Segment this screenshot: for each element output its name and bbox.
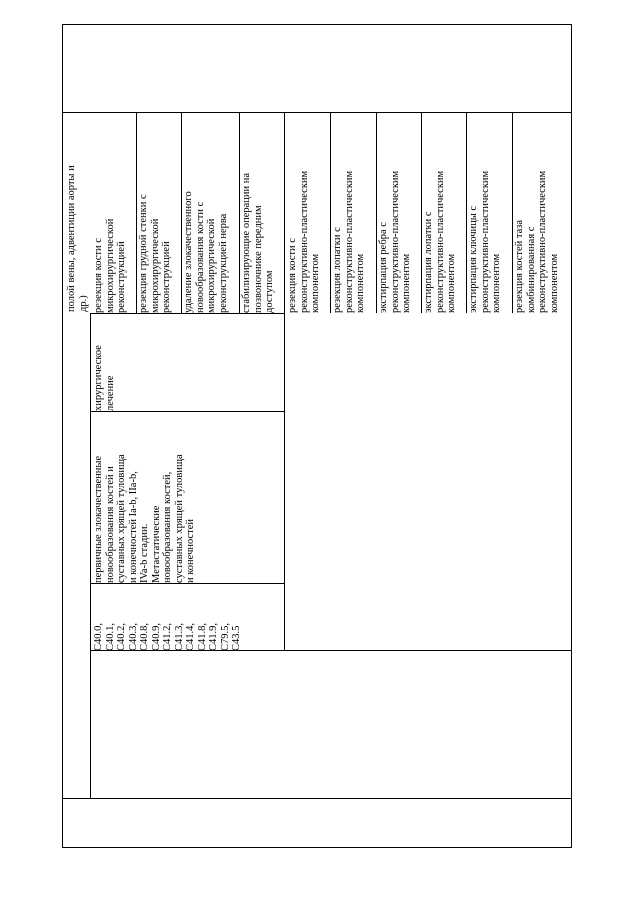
method-divider <box>239 112 240 313</box>
text-line: компонентом <box>446 253 457 313</box>
diagnosis-text <box>93 454 197 583</box>
text-line: реконструктивно-пластическим <box>343 170 355 313</box>
text-line: новообразования костей и <box>104 466 116 583</box>
text-line: суставных хрящей туловища <box>116 454 127 583</box>
code: C40.3, <box>127 622 139 651</box>
text-line: и конечностей Ia-b, IIa-b, <box>127 471 139 583</box>
code: C41.3, <box>173 622 185 651</box>
method-cell <box>183 191 229 313</box>
text-line: хирургическое <box>93 345 104 411</box>
text-line: экстирпация ключицы с <box>468 205 479 313</box>
method-cell <box>423 171 458 313</box>
table-border-left <box>62 24 63 848</box>
code: C79.5, <box>219 622 231 651</box>
code: C41.9, <box>208 622 219 651</box>
text-line: резекция кости с <box>287 238 298 313</box>
text-line: компонентом <box>548 253 560 313</box>
text-line: резекция грудной стенки с <box>138 194 149 313</box>
text-line: экстирпация лопатки с <box>423 211 434 313</box>
method-divider <box>421 112 422 313</box>
method-cell <box>378 171 413 313</box>
method-cell <box>287 171 322 313</box>
text-line: микрохирургической <box>206 218 217 313</box>
method-cell <box>93 219 128 313</box>
text-line: IVa-b стадии. <box>139 523 150 583</box>
text-line: реконструктивно-пластическим <box>537 170 548 313</box>
row-continuation-text <box>66 165 89 312</box>
code: C41.4, <box>185 622 196 651</box>
method-divider <box>376 112 377 313</box>
method-divider <box>330 112 331 313</box>
text-line: компонентом <box>355 253 366 313</box>
method-divider <box>181 112 182 313</box>
text-line: и конечностей <box>185 518 196 583</box>
method-divider <box>466 112 467 313</box>
column-divider <box>62 798 572 799</box>
text-line: Метастатические <box>150 505 162 583</box>
text-line: реконструктивно-пластическим <box>298 170 310 313</box>
text-line: новообразования кости с <box>194 201 206 313</box>
code: C40.8, <box>139 622 150 651</box>
code: C40.0, <box>93 622 104 651</box>
text-line: реконструкцией <box>161 241 172 313</box>
text-line: стабилизирующие операции на <box>241 172 252 313</box>
treatment-type <box>93 345 116 411</box>
text-line: полой вены, адвентиции аорты и <box>66 165 77 312</box>
method-cell <box>514 171 560 313</box>
code: C41.8, <box>196 622 208 651</box>
icd-codes <box>93 623 243 651</box>
text-line: реконструкцией нерва <box>217 213 229 313</box>
method-cell <box>138 194 173 313</box>
text-line: резекция лопатки с <box>332 227 343 313</box>
code: C41.2, <box>162 622 173 651</box>
row-divider <box>90 313 91 798</box>
text-line: резекция костей таза <box>514 219 525 313</box>
text-line: доступом <box>264 270 275 313</box>
method-divider <box>136 112 137 313</box>
code: C40.2, <box>116 622 127 651</box>
text-line: позвоночнике передним <box>252 205 264 313</box>
table-border-right <box>571 24 572 848</box>
text-line: лечение <box>104 375 116 411</box>
text-line: микрохирургической <box>149 218 161 313</box>
code: C40.1, <box>104 622 116 651</box>
text-line: экстирпация ребра с <box>378 222 389 313</box>
text-line: реконструктивно-пластическим <box>389 170 401 313</box>
method-cell <box>332 171 367 313</box>
code: C43.5 <box>231 625 242 651</box>
text-line: компонентом <box>310 253 321 313</box>
text-line: др.) <box>77 295 89 312</box>
text-line: компонентом <box>401 253 412 313</box>
text-line: компонентом <box>491 253 502 313</box>
code: C40.9, <box>150 622 162 651</box>
text-line: новообразования костей, <box>162 471 173 583</box>
table-border-top <box>62 24 572 25</box>
column-divider <box>62 112 572 113</box>
method-divider <box>512 112 513 313</box>
method-cell <box>468 171 503 313</box>
text-line: удаление злокачественного <box>183 191 194 313</box>
text-line: первичные злокачественные <box>93 455 104 583</box>
text-line: комбинированная с <box>525 226 537 313</box>
column-divider <box>90 583 284 584</box>
text-line: суставных хрящей туловища <box>173 454 185 583</box>
column-divider <box>90 411 284 412</box>
text-line: реконструктивно-пластическим <box>479 170 491 313</box>
method-divider <box>284 112 285 650</box>
text-line: микрохирургической <box>104 218 116 313</box>
text-line: реконструктивно-пластическим <box>434 170 446 313</box>
method-cell <box>241 173 276 313</box>
table-border-bottom <box>62 847 572 848</box>
column-divider <box>90 313 284 314</box>
text-line: реконструкцией <box>116 241 127 313</box>
text-line: резекция кости с <box>93 238 104 313</box>
